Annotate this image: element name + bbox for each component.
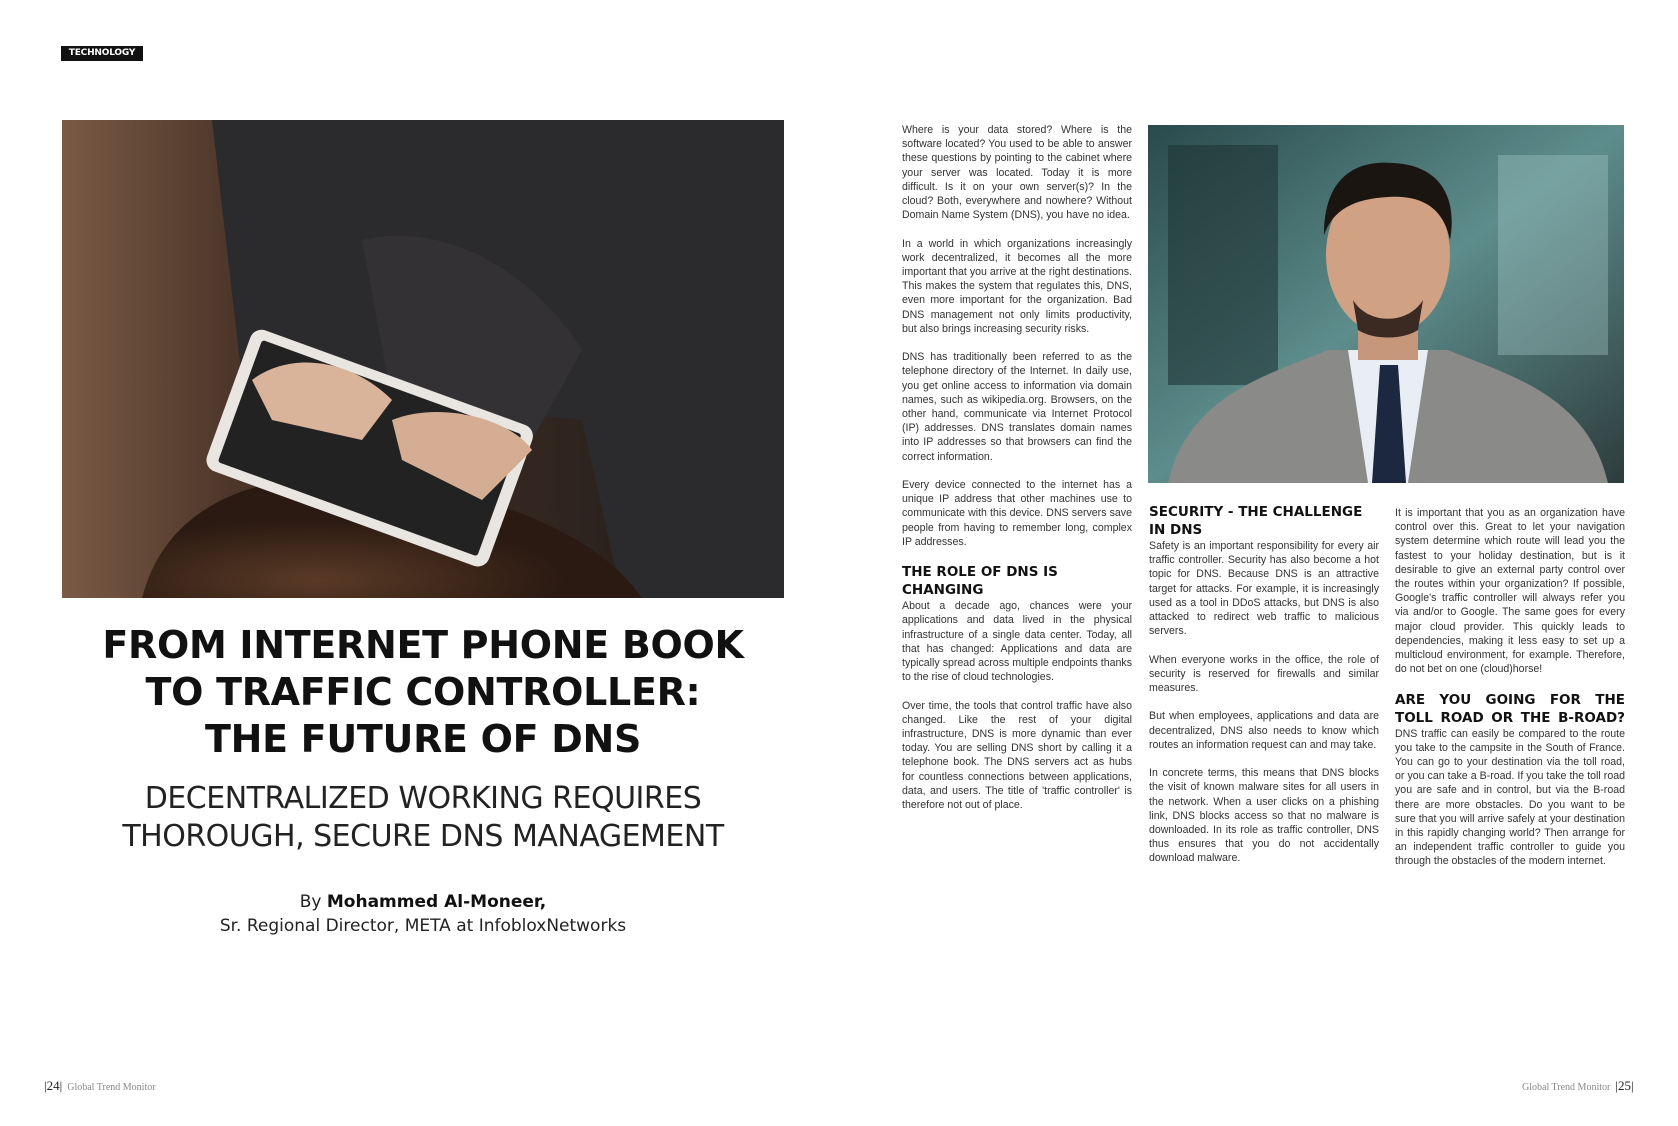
article-title	[62, 622, 784, 763]
tablet-photo	[62, 120, 784, 598]
subtitle-line: THOROUGH, SECURE DNS MANAGEMENT	[122, 819, 724, 854]
paragraph: DNS has traditionally been referred to as the telephone directory of the Internet. In daily use, you get online access to information via domain names, such as wikipedia.org. Browsers, on the other hand, communicate via Internet Protocol (IP) addresses. DNS translates domain names into IP addresses so that browsers can find the correct information.	[902, 351, 1132, 463]
paragraph: Over time, the tools that control traffic have also changed. Like the rest of your digital infrastructure, DNS is more dynamic than ever today. You are selling DNS short by calling it a telephone book. The DNS servers act as hubs for countless connections between applications, data, and users. The title of 'traffic controller' is therefore not out of place.	[902, 699, 1132, 812]
text-column-3	[1395, 506, 1625, 883]
publication-name: Global Trend Monitor	[1522, 1082, 1611, 1093]
title-line: TO TRAFFIC CONTROLLER:	[145, 670, 701, 714]
publication-name: Global Trend Monitor	[67, 1082, 156, 1093]
paragraph: In a world in which organizations increasingly work decentralized, it becomes all the more important that you arrive at the right destinations. This makes the system that regulates this, DNS, even more important for the organization. Bad DNS management not only limits productivity, but also brings increasing security risks.	[902, 237, 1132, 335]
byline	[62, 890, 784, 938]
footer-right: Global Trend Monitor |25|	[1522, 1078, 1634, 1093]
paragraph: In concrete terms, this means that DNS blocks the visit of known malware sites for all users in the network. When a user clicks on a phishing link, DNS blocks access so that no malware is downloaded. In its role as traffic controller, DNS thus ensures that you do not accidentally download malware.	[1149, 767, 1379, 865]
section-heading: SECURITY - THE CHALLENGE IN DNS	[1149, 504, 1363, 538]
paragraph: It is important that you as an organization have control over this. Great to let your navigation system determine which route will lead you the fastest to your holiday destination, but is it desirable to give an external party control over the routes within your organization? If possible, Google's traffic controller will always refer you via and/or to Google. The same goes for every major cloud provider. This quickly leads to dependencies, making it less easy to set up a multicloud environment, for example. Therefore, do not bet on one (cloud)horse!	[1395, 507, 1625, 676]
page-number-right: 25	[1617, 1078, 1631, 1093]
paragraph: Safety is an important responsibility for every air traffic controller. Security has also become a hot topic for DNS. Because DNS is an attractive target for attacks. For example, it is increasingly used as a tool in DDoS attacks, but DNS is also attacked to redirect web traffic to malicious servers.	[1149, 540, 1379, 638]
text-column-1	[902, 123, 1132, 826]
section-label: TECHNOLOGY	[61, 46, 143, 61]
paragraph: When everyone works in the office, the role of security is reserved for firewalls and similar measures.	[1149, 653, 1379, 695]
footer-left: |24| Global Trend Monitor	[44, 1078, 156, 1093]
section-heading: THE ROLE OF DNS IS CHANGING	[902, 564, 1058, 599]
byline-prefix: By	[299, 892, 327, 912]
author-role: Sr. Regional Director, META at InfobloxNetworks	[219, 916, 627, 936]
paragraph: But when employees, applications and data are decentralized, DNS also needs to know which routes an information request can and may take.	[1149, 710, 1379, 751]
text-column-2	[1149, 503, 1379, 880]
paragraph: DNS traffic can easily be compared to the route you take to the campsite in the South of France. You can go to your destination via the toll road, or you can take a B-road. If you take the toll road you are safe and in control, but via the B-road there are more obstacles. Do you want to be sure that you will arrive safely at your destination in this rapidly changing world? Then arrange for an independent traffic controller to guide you through the obstacles of the modern internet.	[1395, 727, 1625, 868]
section-heading: ARE YOU GOING FOR THE TOLL ROAD OR THE B-ROAD?	[1395, 691, 1625, 726]
paragraph: Where is your data stored? Where is the software located? You used to be able to answer these questions by pointing to the cabinet where your server was located. Today it is more difficult. Is it on your own server(s)? In the cloud? Both, everywhere and nowhere? Without Domain Name System (DNS), you have no idea.	[902, 124, 1132, 222]
subtitle-line: DECENTRALIZED WORKING REQUIRES	[144, 781, 702, 816]
title-line: THE FUTURE OF DNS	[204, 717, 642, 761]
author-portrait-photo	[1148, 125, 1624, 483]
paragraph: Every device connected to the internet has a unique IP address that other machines use to communicate with this device. DNS servers save people from having to remember long, complex IP addresses.	[902, 479, 1132, 548]
page-number-left: 24	[46, 1078, 60, 1093]
title-line: FROM INTERNET PHONE BOOK	[102, 623, 744, 667]
author-name: Mohammed Al-Moneer,	[326, 892, 547, 912]
paragraph: About a decade ago, chances were your applications and data lived in the physical infrastructure of a single data center. Today, all that has changed: Applications and data are typically spread across multiple endpoints thanks to the rise of cloud technologies.	[902, 600, 1132, 684]
article-subtitle	[62, 780, 784, 856]
